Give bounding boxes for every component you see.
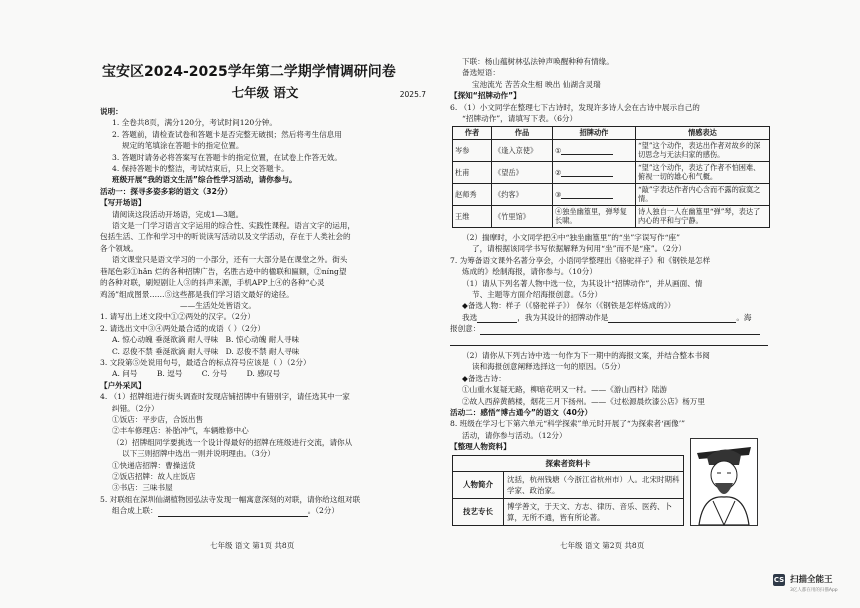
table-header: 作品 — [492, 127, 553, 140]
table-row — [453, 205, 770, 227]
table-cell: 《约客》 — [492, 183, 553, 205]
phrase-options: 宝池流光 苦苦众生相 映出 仙湖含灵瑞 — [472, 79, 601, 89]
answer-line[interactable] — [450, 323, 780, 334]
table-cell: “望”这个动作，表达出作者对故乡的深切思念与无法归家的感伤。 — [636, 139, 770, 161]
question-6: 6. （1）小文同学在整理七下古诗时，发现许多诗人会在古诗中展示自己的 — [450, 102, 700, 112]
answer-mid: ，我为其设计的招牌动作是 — [517, 312, 609, 322]
answer-blank — [477, 314, 517, 323]
activity-two-heading: 活动二：感悟“博古通今”的语文（40分） — [450, 408, 593, 418]
answer-number: ③ — [555, 189, 562, 199]
answer-prefix: 我选 — [462, 312, 478, 322]
question-3-options — [100, 368, 430, 379]
table-cell: 岑参 — [453, 139, 492, 161]
question-4: 4. （1）招牌组进行街头调查时发现店铺招牌中有错别字，请任选其中一家 — [100, 392, 350, 402]
answer-cell[interactable] — [553, 161, 636, 183]
option-a: A. 问号 — [112, 369, 138, 379]
passage-line: 包括生活、工作和学习中的听说读写活动以及文学活动，存在于人类社会的 — [100, 232, 351, 242]
question-7-cont: 炼成的》绘制海报，请你参与。（10分） — [462, 267, 597, 277]
passage-line: 语文是一门学习语言文字运用的综合性、实践性课程。语言文字的运用， — [112, 221, 355, 231]
activity-one-heading: 活动一：探寻多姿多彩的语文（32分） — [100, 186, 233, 196]
table-cell: 王维 — [453, 205, 492, 227]
candidate-characters: ◆备选人物：样子（《骆驼祥子》） 保尔（《钢铁是怎样炼成的》） — [462, 301, 676, 311]
answer-cell[interactable] — [553, 183, 636, 205]
option-c: C. 忍俊不禁 垂涎欲滴 耐人寻味 — [112, 346, 219, 356]
poem-option: ②故人西辞黄鹤楼，烟花三月下扬州。——《过松源晨炊漆公店》杨万里 — [462, 396, 705, 406]
explorer-profile-card — [452, 455, 684, 526]
question-6-cont: “招牌动作”，请填写下表。（6分） — [462, 114, 578, 124]
question-8: 8. 班级在学习七下第六单元“科学探索”单元时开展了“为探索者‘画像’” — [450, 419, 686, 429]
table-header: 作者 — [453, 127, 492, 140]
activity-intro: 班级开展“我的语文生活”综合性学习活动，请你参与。 — [112, 175, 297, 185]
grade-subject-text: 七年级 语文 — [231, 85, 299, 100]
question-4-option: ①饭店：平步店，合饭出售 — [112, 414, 204, 424]
answer-blank — [561, 146, 613, 155]
question-6-part2: （2）揣摩时，小文同学把④中“独坐幽篁里”的“坐”字误写作“座” — [462, 232, 680, 242]
table-header-row — [453, 127, 770, 140]
question-3: 3. 文段第⑤处说用句号，最适合的标点符号应该是（ ）（2分） — [100, 357, 311, 367]
option-a: A. 惊心动魄 垂涎欲滴 耐人寻味 — [112, 335, 219, 345]
answer-cell[interactable] — [553, 139, 636, 161]
passage-line: 鸡汤”组成图景……⑤这些都是我们学习语文最好的途径。 — [100, 289, 294, 299]
answer-blank — [158, 508, 308, 517]
camscanner-logo-icon: CS — [773, 576, 785, 584]
question-8-cont: 活动，请你参与活动。（12分） — [462, 430, 567, 440]
shen-kuo-portrait-image — [690, 438, 758, 526]
card-title-row — [453, 455, 684, 471]
question-2: 2. 请选出文中③④两处最合适的成语（ ）（2分） — [100, 323, 265, 333]
question-4-part2-cont: 以下三则招牌中选出一则并说明理由。（3分） — [122, 449, 275, 459]
table-row — [453, 161, 770, 183]
question-7-part1: （1）请从下列名著人物中选一位，为其设计“招牌动作”，并从画面、情 — [462, 278, 703, 288]
question-5-answer-line — [100, 505, 430, 516]
passage-line: 巷尾色彩①hǎn 烂的各种招牌广告，名胜古迹中的楹联和匾额，②níng望 — [100, 266, 347, 276]
table-header: 情感表达 — [636, 127, 770, 140]
notes-heading: 说明： — [100, 107, 123, 116]
passage-source: ——生活处处皆语文。 — [180, 300, 256, 310]
question-7: 7. 为筹备语文课外名著分享会，小语同学整理出《骆驼祥子》和《钢铁是怎样 — [450, 255, 711, 265]
left-page — [100, 42, 430, 517]
option-b: B. 逗号 — [156, 369, 183, 379]
table-cell: “望”这个动作，表达了作者不怕困难、俯视一切的雄心和气概。 — [636, 161, 770, 183]
question-1: 1. 请写出上述文段中①②两处的汉字。（2分） — [100, 312, 255, 322]
answer-prefix: 报创意： — [450, 324, 481, 334]
left-page-footer: 七年级 语文 第1页 共8页 — [210, 541, 295, 550]
option-d: D. 忍俊不禁 耐人寻味 — [225, 346, 300, 356]
table-cell: 杜甫 — [453, 161, 492, 183]
card-value: 博学善文，于天文、方志、律历、音乐、医药、卜算，无所不通，皆有所论著。 — [504, 498, 684, 525]
question-7-part1-cont: 节、主题等方面介绍海报创意。（5分） — [472, 289, 603, 299]
passage-line: 语文课堂只是语文学习的一小部分，还有一大部分是在课堂之外。街头 — [112, 255, 348, 265]
answer-blank — [480, 326, 760, 335]
exam-title: 宝安区2024-2025学年第二学期学情调研问卷 — [102, 64, 396, 80]
option-b: B. 惊心动魄 耐人寻味 — [225, 335, 300, 345]
poem-option: ①山重水复疑无路，柳暗花明又一村。——《游山西村》陆游 — [462, 385, 668, 395]
table-row — [453, 183, 770, 205]
question-7-part2: （2）请你从下列古诗中选一句作为下一期中的海报文案，并结合整本书阅 — [462, 351, 710, 360]
question-4-cont: 纠错。（2分） — [112, 403, 159, 413]
question-5: 5. 对联组在深圳仙湖植物园弘法寺发现一幅寓意深刻的对联，请你给这组对联 — [100, 494, 361, 504]
section-heading: 【整理人物资料】 — [450, 442, 511, 452]
watermark-app-name: 扫描全能王 — [790, 575, 833, 585]
section-heading: 【户外采风】 — [100, 380, 146, 390]
candidate-poems-label: ◆备选古诗： — [462, 373, 506, 383]
answer-blank — [561, 190, 613, 199]
signboard-option: ③书店：三味书屋 — [112, 483, 173, 493]
question-2-options-ab — [100, 334, 430, 345]
question-4-option: ②丰车修理店：补胎冲气，车辆维修中心 — [112, 426, 249, 436]
option-c: C. 分号 — [201, 369, 228, 379]
watermark-tagline: 3亿人都在用的扫描App — [790, 588, 838, 593]
signboard-option: ②饭店招牌：故人庄饭店 — [112, 472, 196, 481]
option-d: D. 感叹号 — [246, 369, 281, 379]
card-label: 技艺专长 — [453, 498, 504, 525]
couplet-line: 下联：杨山蕴树林弘法钟声唤醒种种有情缘。 — [462, 57, 614, 66]
note-line: 4. 保持答题卡的整洁，考试结束后，只上交答题卡。 — [112, 164, 289, 174]
card-title: 探索者资料卡 — [453, 455, 684, 471]
note-line: 3. 答题时请务必将答案写在答题卡的指定位置，在试卷上作答无效。 — [112, 152, 342, 162]
answer-blank — [561, 168, 613, 177]
table-cell: 诗人独自一人在幽篁里“弹”琴，表达了内心的平和与宁静。 — [636, 205, 770, 227]
question-7-part2-cont: 读和海报创意阐释选择这一句的原因。（5分） — [472, 362, 625, 372]
phrase-label: 备选短语： — [462, 68, 500, 78]
passage-line: 各个领域。 — [100, 243, 138, 253]
passage-line: 的各种对联，刷短剧让人③的抖声来源，手机APP上④的各种“心灵 — [100, 278, 325, 288]
answer-suffix: 。海 — [736, 312, 752, 322]
question-5-suffix: 。（2分） — [307, 506, 339, 516]
table-cell: 《望岳》 — [492, 161, 553, 183]
card-label: 人物简介 — [453, 471, 504, 498]
question-2-options-cd — [100, 346, 430, 357]
question-4-part2: （2）招牌组同学要挑选一个设计得最好的招牌在班级进行交流，请你从 — [112, 437, 353, 447]
card-row — [453, 498, 684, 525]
table-cell: “敲”字表达作者内心含而不露的寂寞之情。 — [636, 183, 770, 205]
section-heading: 【探知“招牌动作”】 — [450, 91, 521, 101]
table-cell: ④独坐幽篁里，弹琴复长啸。 — [553, 205, 636, 227]
signature-action-table — [452, 126, 770, 228]
table-cell: 《竹里馆》 — [492, 205, 553, 227]
card-value: 沈括，杭州钱塘（今浙江省杭州市）人。北宋时期科学家、政治家。 — [504, 471, 684, 498]
note-line: 2. 答题前，请检查试卷和答题卡是否完整无破损；然后将考生信息用 — [112, 129, 342, 139]
card-row — [453, 471, 684, 498]
question-6-part2-cont: 了，请根据该同学书写依据解释为何用“坐”而不是“座”。（2分） — [472, 244, 686, 254]
answer-line[interactable] — [450, 312, 780, 323]
table-cell: 《逢入京使》 — [492, 139, 553, 161]
table-row — [453, 139, 770, 161]
answer-number: ② — [555, 167, 562, 177]
answer-blank — [450, 337, 768, 346]
table-cell: 赵师秀 — [453, 183, 492, 205]
note-line: 规定的笔填涂在答题卡的指定位置。 — [122, 141, 244, 151]
exam-date: 2025.7 — [399, 90, 426, 99]
answer-blank — [608, 314, 736, 323]
signboard-option: ①快递店招牌：曹操送货 — [112, 460, 196, 470]
answer-number: ① — [555, 145, 562, 155]
answer-line[interactable] — [450, 335, 780, 346]
table-header: 招牌动作 — [553, 127, 636, 140]
grade-subject — [100, 84, 430, 102]
section-instruction: 请阅读这段活动开场语，完成1—3题。 — [112, 209, 244, 219]
section-heading: 【写开场语】 — [100, 198, 146, 208]
note-line: 1. 全卷共8页，满分120分，考试时间120分钟。 — [112, 118, 277, 128]
right-page-footer: 七年级 语文 第2页 共8页 — [560, 541, 645, 550]
question-5-prefix: 组合成上联： — [112, 506, 158, 516]
